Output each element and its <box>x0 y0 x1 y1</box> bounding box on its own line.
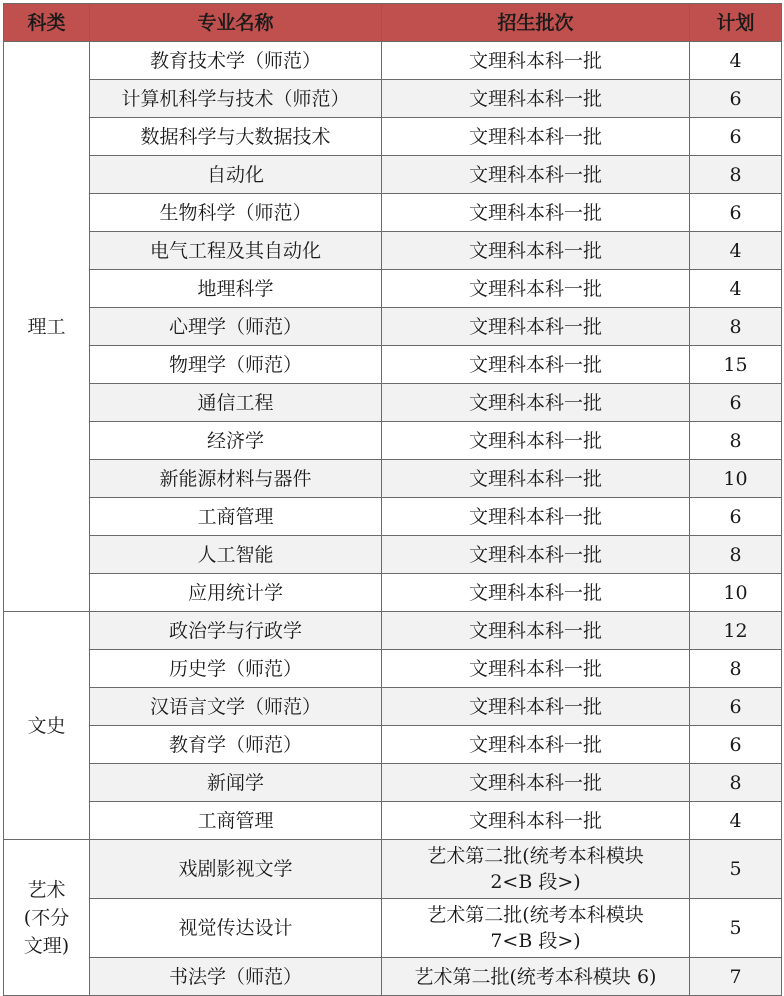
table-row <box>4 802 782 840</box>
plan-cell: 8 <box>690 422 782 460</box>
major-cell: 视觉传达设计 <box>90 899 382 958</box>
batch-cell: 文理科本科一批 <box>382 80 690 118</box>
enrollment-plan-table <box>3 3 782 996</box>
plan-cell: 8 <box>690 536 782 574</box>
table-row <box>4 270 782 308</box>
batch-cell: 文理科本科一批 <box>382 764 690 802</box>
batch-line: 7<B 段>) <box>490 930 581 952</box>
plan-cell: 4 <box>690 232 782 270</box>
plan-cell: 6 <box>690 384 782 422</box>
plan-cell: 6 <box>690 80 782 118</box>
plan-cell: 6 <box>690 726 782 764</box>
major-cell: 地理科学 <box>90 270 382 308</box>
table-row <box>4 840 782 899</box>
category-cell <box>4 840 90 996</box>
plan-cell: 8 <box>690 156 782 194</box>
plan-cell: 6 <box>690 194 782 232</box>
category-line: 文理) <box>23 934 70 957</box>
major-cell: 生物科学（师范） <box>90 194 382 232</box>
category-cell: 文史 <box>4 612 90 840</box>
major-cell: 人工智能 <box>90 536 382 574</box>
table-row <box>4 764 782 802</box>
batch-cell: 文理科本科一批 <box>382 802 690 840</box>
batch-cell: 文理科本科一批 <box>382 460 690 498</box>
plan-cell: 8 <box>690 764 782 802</box>
major-cell: 教育技术学（师范） <box>90 42 382 80</box>
header-batch: 招生批次 <box>382 4 690 42</box>
batch-line: 艺术第二批(统考本科模块 <box>427 845 644 867</box>
batch-cell: 文理科本科一批 <box>382 384 690 422</box>
table-row <box>4 536 782 574</box>
batch-cell: 文理科本科一批 <box>382 308 690 346</box>
batch-cell: 文理科本科一批 <box>382 270 690 308</box>
batch-cell: 文理科本科一批 <box>382 650 690 688</box>
major-cell: 电气工程及其自动化 <box>90 232 382 270</box>
batch-cell: 文理科本科一批 <box>382 574 690 612</box>
batch-cell: 文理科本科一批 <box>382 422 690 460</box>
plan-cell: 8 <box>690 650 782 688</box>
header-plan: 计划 <box>690 4 782 42</box>
major-cell: 工商管理 <box>90 498 382 536</box>
plan-cell: 6 <box>690 498 782 536</box>
header-major: 专业名称 <box>90 4 382 42</box>
batch-cell: 文理科本科一批 <box>382 688 690 726</box>
batch-cell <box>382 899 690 958</box>
table-row <box>4 899 782 958</box>
plan-cell: 5 <box>690 899 782 958</box>
plan-cell: 12 <box>690 612 782 650</box>
major-cell: 新能源材料与器件 <box>90 460 382 498</box>
plan-cell: 10 <box>690 574 782 612</box>
major-cell: 数据科学与大数据技术 <box>90 118 382 156</box>
major-cell: 自动化 <box>90 156 382 194</box>
plan-cell: 15 <box>690 346 782 384</box>
plan-cell: 4 <box>690 270 782 308</box>
table-row <box>4 958 782 996</box>
major-cell: 新闻学 <box>90 764 382 802</box>
major-cell: 物理学（师范） <box>90 346 382 384</box>
table-row <box>4 118 782 156</box>
table-row <box>4 80 782 118</box>
plan-cell: 4 <box>690 42 782 80</box>
table-row <box>4 688 782 726</box>
plan-cell: 8 <box>690 308 782 346</box>
batch-cell: 文理科本科一批 <box>382 118 690 156</box>
plan-cell: 7 <box>690 958 782 996</box>
table-row <box>4 498 782 536</box>
batch-cell: 文理科本科一批 <box>382 536 690 574</box>
plan-cell: 6 <box>690 118 782 156</box>
major-cell: 书法学（师范） <box>90 958 382 996</box>
header-category: 科类 <box>4 4 90 42</box>
plan-cell: 5 <box>690 840 782 899</box>
major-cell: 戏剧影视文学 <box>90 840 382 899</box>
batch-line: 2<B 段>) <box>490 871 581 893</box>
table-row <box>4 650 782 688</box>
table-row <box>4 156 782 194</box>
batch-cell: 文理科本科一批 <box>382 498 690 536</box>
major-cell: 应用统计学 <box>90 574 382 612</box>
batch-cell: 艺术第二批(统考本科模块 6) <box>382 958 690 996</box>
major-cell: 汉语言文学（师范） <box>90 688 382 726</box>
batch-cell <box>382 840 690 899</box>
table-row <box>4 194 782 232</box>
major-cell: 历史学（师范） <box>90 650 382 688</box>
category-cell: 理工 <box>4 42 90 612</box>
major-cell: 通信工程 <box>90 384 382 422</box>
table-row <box>4 422 782 460</box>
plan-cell: 4 <box>690 802 782 840</box>
category-line: (不分 <box>23 906 70 929</box>
major-cell: 工商管理 <box>90 802 382 840</box>
batch-cell: 文理科本科一批 <box>382 726 690 764</box>
table-header <box>4 4 782 42</box>
table-row <box>4 460 782 498</box>
table-row <box>4 574 782 612</box>
batch-line: 艺术第二批(统考本科模块 <box>427 904 644 926</box>
major-cell: 政治学与行政学 <box>90 612 382 650</box>
batch-cell: 文理科本科一批 <box>382 42 690 80</box>
batch-cell: 文理科本科一批 <box>382 346 690 384</box>
major-cell: 经济学 <box>90 422 382 460</box>
table-row <box>4 726 782 764</box>
plan-cell: 6 <box>690 688 782 726</box>
batch-cell: 文理科本科一批 <box>382 232 690 270</box>
category-line: 艺术 <box>27 878 66 901</box>
table-body <box>4 42 782 996</box>
table-row <box>4 232 782 270</box>
plan-cell: 10 <box>690 460 782 498</box>
batch-cell: 文理科本科一批 <box>382 156 690 194</box>
table-row <box>4 384 782 422</box>
major-cell: 心理学（师范） <box>90 308 382 346</box>
table-row <box>4 308 782 346</box>
major-cell: 教育学（师范） <box>90 726 382 764</box>
batch-cell: 文理科本科一批 <box>382 612 690 650</box>
table-row <box>4 346 782 384</box>
table-row <box>4 612 782 650</box>
batch-cell: 文理科本科一批 <box>382 194 690 232</box>
table-row <box>4 42 782 80</box>
major-cell: 计算机科学与技术（师范） <box>90 80 382 118</box>
